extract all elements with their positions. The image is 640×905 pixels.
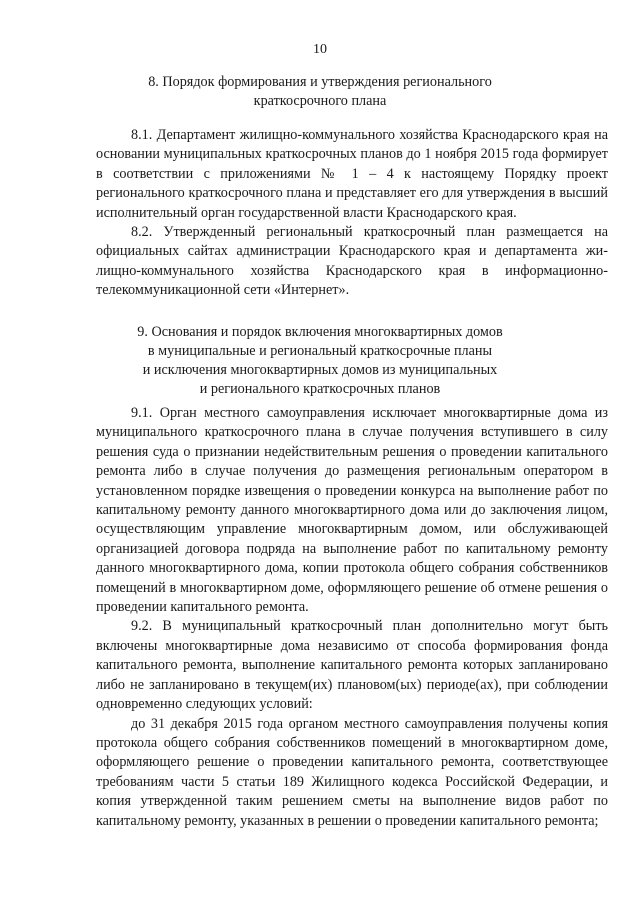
section-8-body xyxy=(96,126,608,301)
section-9-heading-line: в муниципальные и региональный краткосрочные планы xyxy=(147,343,493,359)
paragraph-9-2-condition: до 31 декабря 2015 года органом местного самоуправления получены копия протокола общего собрания собственников помещений в многоквартирном доме, оформляющего решение о проведении капитального ремонта, соответствующее требованиям части 5 статьи 189 Жилищного кодекса Российской Федерации, и копия утвержденной таким решением сметы на выполнение видов работ по капитальному ремонту, указанных в решении о проведении капитального ремонта; xyxy=(96,715,608,829)
paragraph-9-2: 9.2. В муниципальный краткосрочный план дополнительно могут быть включены многоквартирные дома независимо от способа формирования фонда капитального ремонта, выполнение капитального ремонта которых запланировано либо не запланировано в текущем(их) плановом(ых) периоде(ах), при соблюдении одновременно следующих условий: xyxy=(96,618,608,713)
section-8-heading xyxy=(96,73,544,111)
paragraph-8-1: 8.1. Департамент жилищно-коммунального хозяйства Краснодарского края на основании муниципальных краткосрочных планов до 1 ноября 2015 года формирует в соответствии с приложениями № 1 – 4 к настоящему Порядку проект регионального краткосрочного плана и представляет его для утверждения в высший исполнительный орган государственной власти Краснодарского края. xyxy=(96,127,608,221)
section-8-heading-line: 8. Порядок формирования и утверждения регионального xyxy=(148,74,492,90)
page-number: 10 xyxy=(313,42,327,57)
section-9-heading-line: 9. Основания и порядок включения многоквартирных домов xyxy=(137,324,503,340)
section-9-body xyxy=(96,404,608,831)
section-8-heading-line: краткосрочного плана xyxy=(253,93,387,109)
section-9-heading-line: и исключения многоквартирных домов из муниципальных xyxy=(142,362,498,378)
paragraph-8-2: 8.2. Утвержденный региональный краткосрочный план размещается на официальных сайтах администрации Краснодарского края и департамента жилищно-коммунального хозяйства Краснодарского края в информационно-телекоммуникационной сети «Интернет». xyxy=(96,224,608,299)
section-9-heading xyxy=(96,323,544,399)
paragraph-9-1: 9.1. Орган местного самоуправления исключает многоквартирные дома из муниципального краткосрочного плана в случае получения вступившего в силу решения суда о признании недействительным решения о проведении капитального ремонта либо в случае получения до размещения региональным оператором в установленном порядке извещения о проведении конкурса на выполнение работ по капитальному ремонту данного многоквартирного дома или до заключения лицом, осуществляющим управление многоквартирным домом, или обслуживающей организацией договора подряда на выполнение работ по капитальному ремонту данного многоквартирного дома, копии протокола общего собрания собственников помещений в многоквартирном доме, оформляющего решение об отмене решения о проведении капитального ремонта. xyxy=(96,405,608,616)
section-9-heading-line: и регионального краткосрочных планов xyxy=(199,381,441,397)
